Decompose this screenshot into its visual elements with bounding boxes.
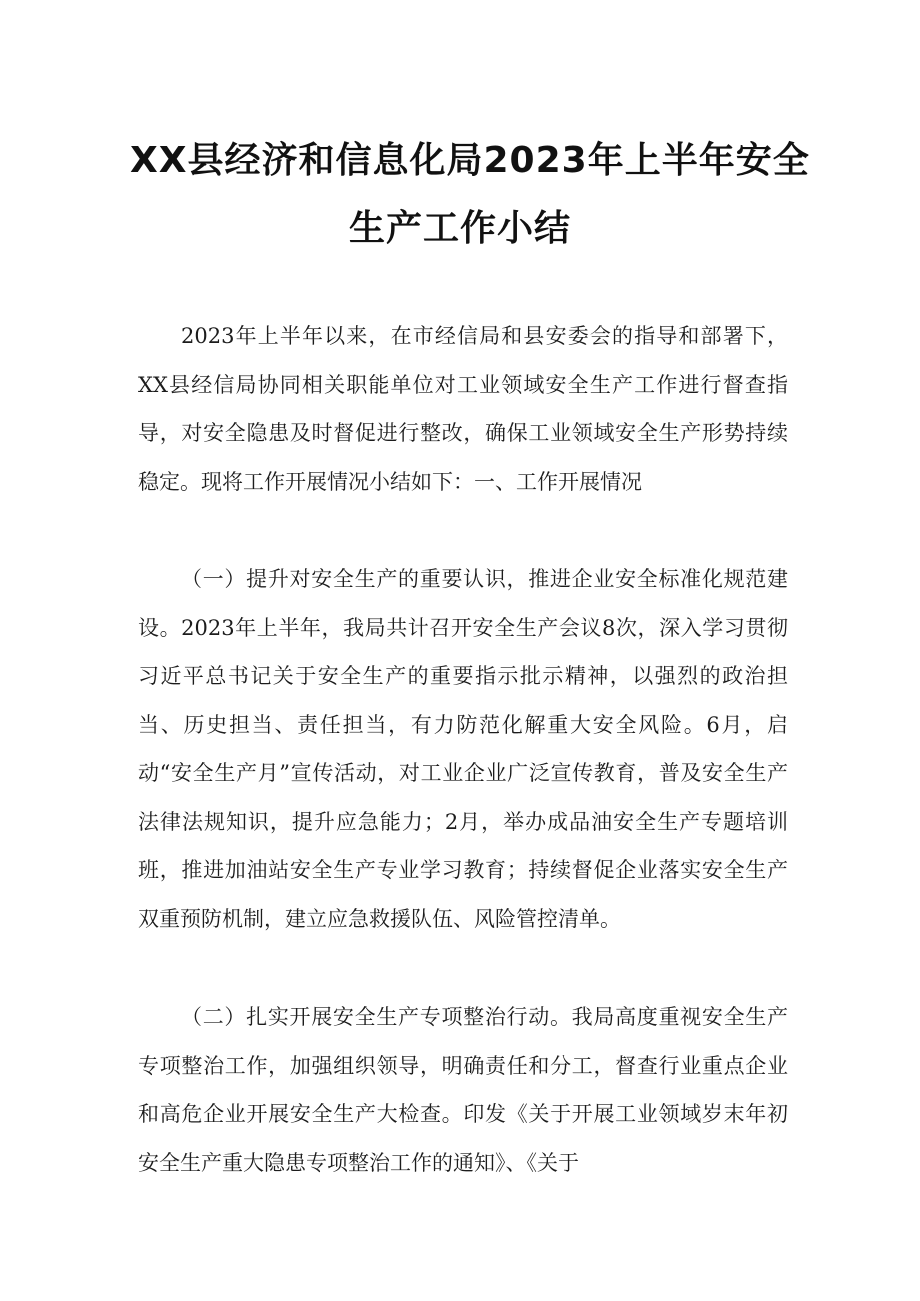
- document-title-line-1: XX县经济和信息化局2023年上半年安全: [130, 140, 810, 181]
- document-body-section-2: [138, 993, 788, 1187]
- paragraph-section-1: （一）提升对安全生产的重要认识，推进企业安全标准化规范建设。2023年上半年，我局共计召开安全生产会议8次，深入学习贯彻习近平总书记关于安全生产的重要指示批示精神，以强烈的政治担当、历史担当、责任担当，有力防范化解重大安全风险。6月，启动“安全生产月”宣传活动，对工业企业广泛宣传教育，普及安全生产法律法规知识，提升应急能力；2月，举办成品油安全生产专题培训班，推进加油站安全生产专业学习教育；持续督促企业落实安全生产双重预防机制，建立应急救援队伍、风险管控清单。: [138, 567, 788, 931]
- document-title-line-2: 生产工作小结: [348, 208, 571, 249]
- paragraph-intro: 2023年上半年以来，在市经信局和县安委会的指导和部署下，XX县经信局协同相关职能单位对工业领域安全生产工作进行督查指导，对安全隐患及时督促进行整改，确保工业领域安全生产形势持续稳定。现将工作开展情况小结如下：一、工作开展情况: [138, 324, 788, 494]
- document-body: [138, 312, 788, 506]
- paragraph-section-2: （二）扎实开展安全生产专项整治行动。我局高度重视安全生产专项整治工作，加强组织领导，明确责任和分工，督查行业重点企业和高危企业开展安全生产大检查。印发《关于开展工业领域岁末年初安全生产重大隐患专项整治工作的通知》、《关于: [138, 1005, 788, 1175]
- document-body-section-1: [138, 555, 788, 943]
